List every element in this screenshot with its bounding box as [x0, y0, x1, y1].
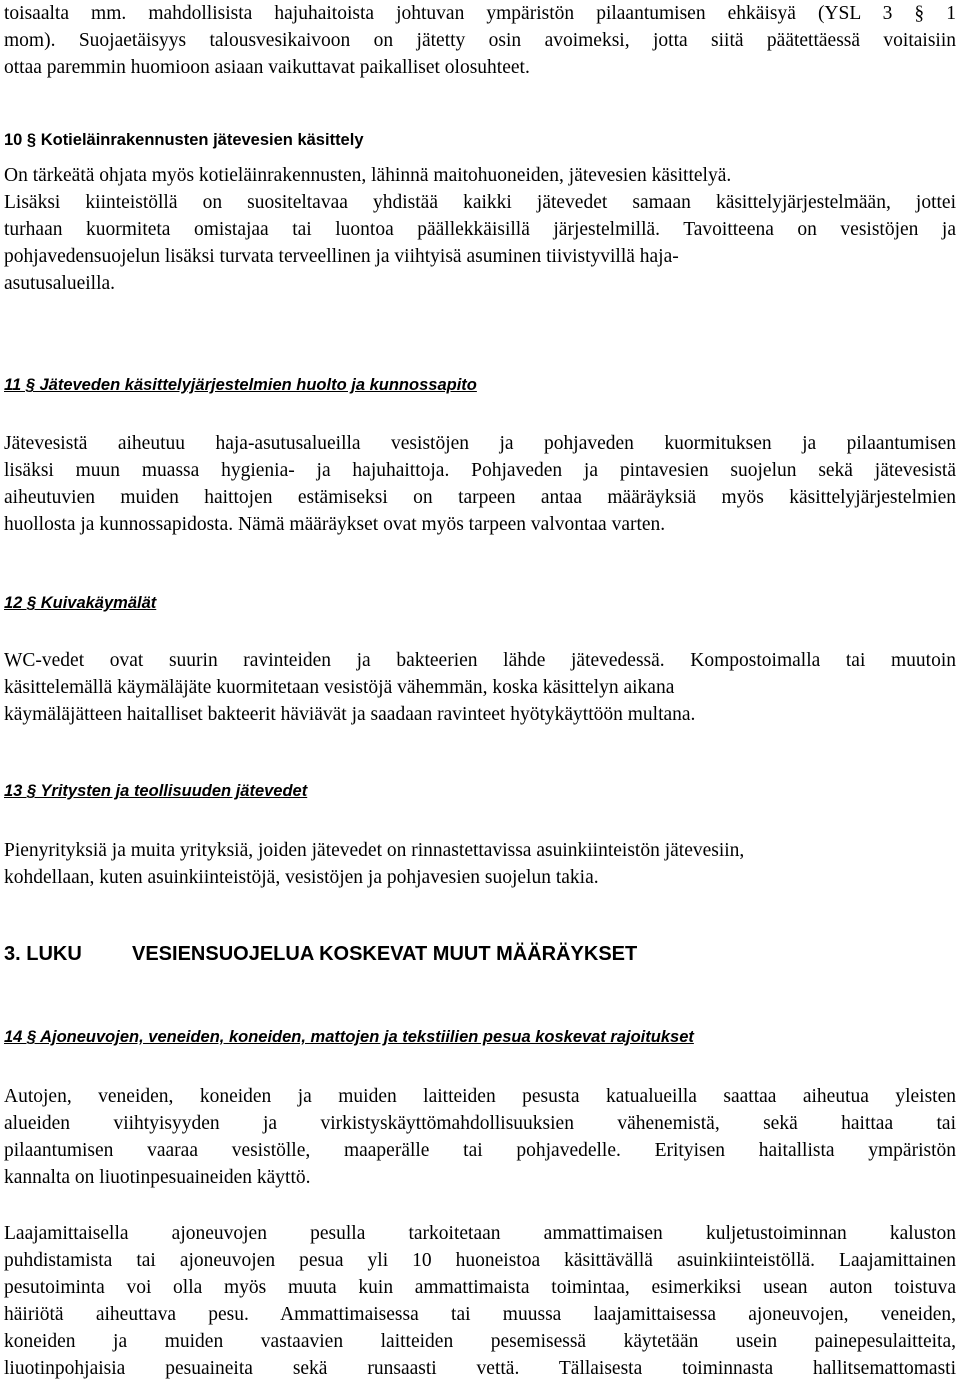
text-line: asutusalueilla. — [4, 273, 116, 294]
section-14-paragraph-2 — [4, 1220, 956, 1382]
text-line: käsittelemällä käymäläjäte kuormitetaan vesistöjä vähemmän, koska käsittelyn aikana — [4, 677, 675, 698]
section-14-paragraph-1 — [4, 1083, 956, 1191]
text-line: lisäksi muun muassa hygienia- ja hajuhaittoja. Pohjaveden ja pintavesien suojelun sekä jätevesistä — [4, 460, 956, 481]
text-line: pohjavedensuojelun lisäksi turvata terveellinen ja viihtyisä asuminen tiivistyvillä haja- — [4, 246, 679, 267]
text-line: ottaa paremmin huomioon asiaan vaikuttavat paikalliset olosuhteet. — [4, 57, 530, 78]
text-line: turhaan kuormiteta omistajaa tai luontoa päällekkäisillä järjestelmillä. Tavoitteena on vesistöjen ja — [4, 219, 956, 240]
text-line: WC-vedet ovat suurin ravinteiden ja bakteerien lähde jätevedessä. Kompostoimalla tai muutoin — [4, 650, 956, 671]
text-line: Jätevesistä aiheutuu haja-asutusalueilla vesistöjen ja pohjaveden kuormituksen ja pilaantumisen — [4, 433, 956, 454]
text-line: huollosta ja kunnossapidosta. Nämä määräykset ovat myös tarpeen valvontaa varten. — [4, 514, 666, 535]
text-line: aiheutuvien muiden haittojen estämiseksi on tarpeen antaa määräyksiä myös käsittelyjärjestelmien — [4, 487, 956, 508]
text-line: käymäläjätteen haitalliset bakteerit häviävät ja saadaan ravinteet hyötykäyttöön multana. — [4, 704, 696, 725]
section-heading-10: 10 § Kotieläinrakennusten jätevesien käsittely — [4, 131, 364, 149]
section-13-paragraph — [4, 837, 956, 891]
chapter-title: VESIENSUOJELUA KOSKEVAT MUUT MÄÄRÄYKSET — [132, 943, 638, 965]
section-heading-14: 14 § Ajoneuvojen, veneiden, koneiden, mattojen ja tekstiilien pesua koskevat rajoitukset — [4, 1028, 694, 1046]
chapter-number: 3. LUKU — [4, 943, 82, 965]
text-line: Laajamittaisella ajoneuvojen pesulla tarkoitetaan ammattimaisen kuljetustoiminnan kaluston — [4, 1223, 956, 1244]
text-line: Pienyrityksiä ja muita yrityksiä, joiden jätevedet on rinnastettavissa asuinkiinteistön jätevesiin, — [4, 840, 745, 861]
section-heading-12: 12 § Kuivakäymälät — [4, 594, 157, 612]
text-line: häiriötä aiheuttava pesu. Ammattimaisessa tai muussa laajamittaisessa ajoneuvojen, veneiden, — [4, 1304, 956, 1325]
text-line: Lisäksi kiinteistöllä on suositeltavaa yhdistää kaikki jätevedet samaan käsittelyjärjestelmään, jottei — [4, 192, 956, 213]
text-line: mom). Suojaetäisyys talousvesikaivoon on jätetty osin avoimeksi, jotta siitä päätettäessä voitaisiin — [4, 30, 956, 51]
section-11-paragraph — [4, 430, 956, 538]
text-line: On tärkeätä ohjata myös kotieläinrakennusten, lähinnä maitohuoneiden, jätevesien käsittelyä. — [4, 165, 732, 186]
intro-paragraph — [4, 0, 956, 81]
text-line: kohdellaan, kuten asuinkiinteistöjä, vesistöjen ja pohjavesien suojelun takia. — [4, 867, 599, 888]
text-line: pesutoiminta voi olla myös muuta kuin ammattimaista toimintaa, esimerkiksi usean auton toistuva — [4, 1277, 956, 1298]
section-10-paragraph — [4, 162, 956, 297]
chapter-heading — [4, 941, 956, 967]
text-line: pilaantumisen vaaraa vesistölle, maaperälle tai pohjavedelle. Erityisen haitallista ympäristön — [4, 1140, 956, 1161]
text-line: Autojen, veneiden, koneiden ja muiden laitteiden pesusta katualueilla saattaa aiheutua yleisten — [4, 1086, 956, 1107]
section-heading-11: 11 § Jäteveden käsittelyjärjestelmien huolto ja kunnossapito — [4, 376, 477, 394]
text-line: puhdistamista tai ajoneuvojen pesua yli 10 huoneistoa käsittävällä asuinkiinteistöllä. Laajamittainen — [4, 1250, 956, 1271]
section-heading-13: 13 § Yritysten ja teollisuuden jätevedet — [4, 782, 308, 800]
text-line: kannalta on liuotinpesuaineiden käyttö. — [4, 1167, 311, 1188]
text-line: toisaalta mm. mahdollisista hajuhaitoista johtuvan ympäristön pilaantumisen ehkäisyä (YSL 3 § 1 — [4, 3, 956, 24]
text-line: alueiden viihtyisyyden ja virkistyskäyttömahdollisuuksien vähenemistä, sekä haittaa tai — [4, 1113, 956, 1134]
section-12-paragraph — [4, 647, 956, 728]
text-line: koneiden ja muiden vastaavien laitteiden pesemisessä käytetään usein painepesulaitteita, — [4, 1331, 956, 1352]
text-line: liuotinpohjaisia pesuaineita sekä runsaasti vettä. Tällaisesta toiminnasta hallitsemattomasti — [4, 1358, 956, 1379]
